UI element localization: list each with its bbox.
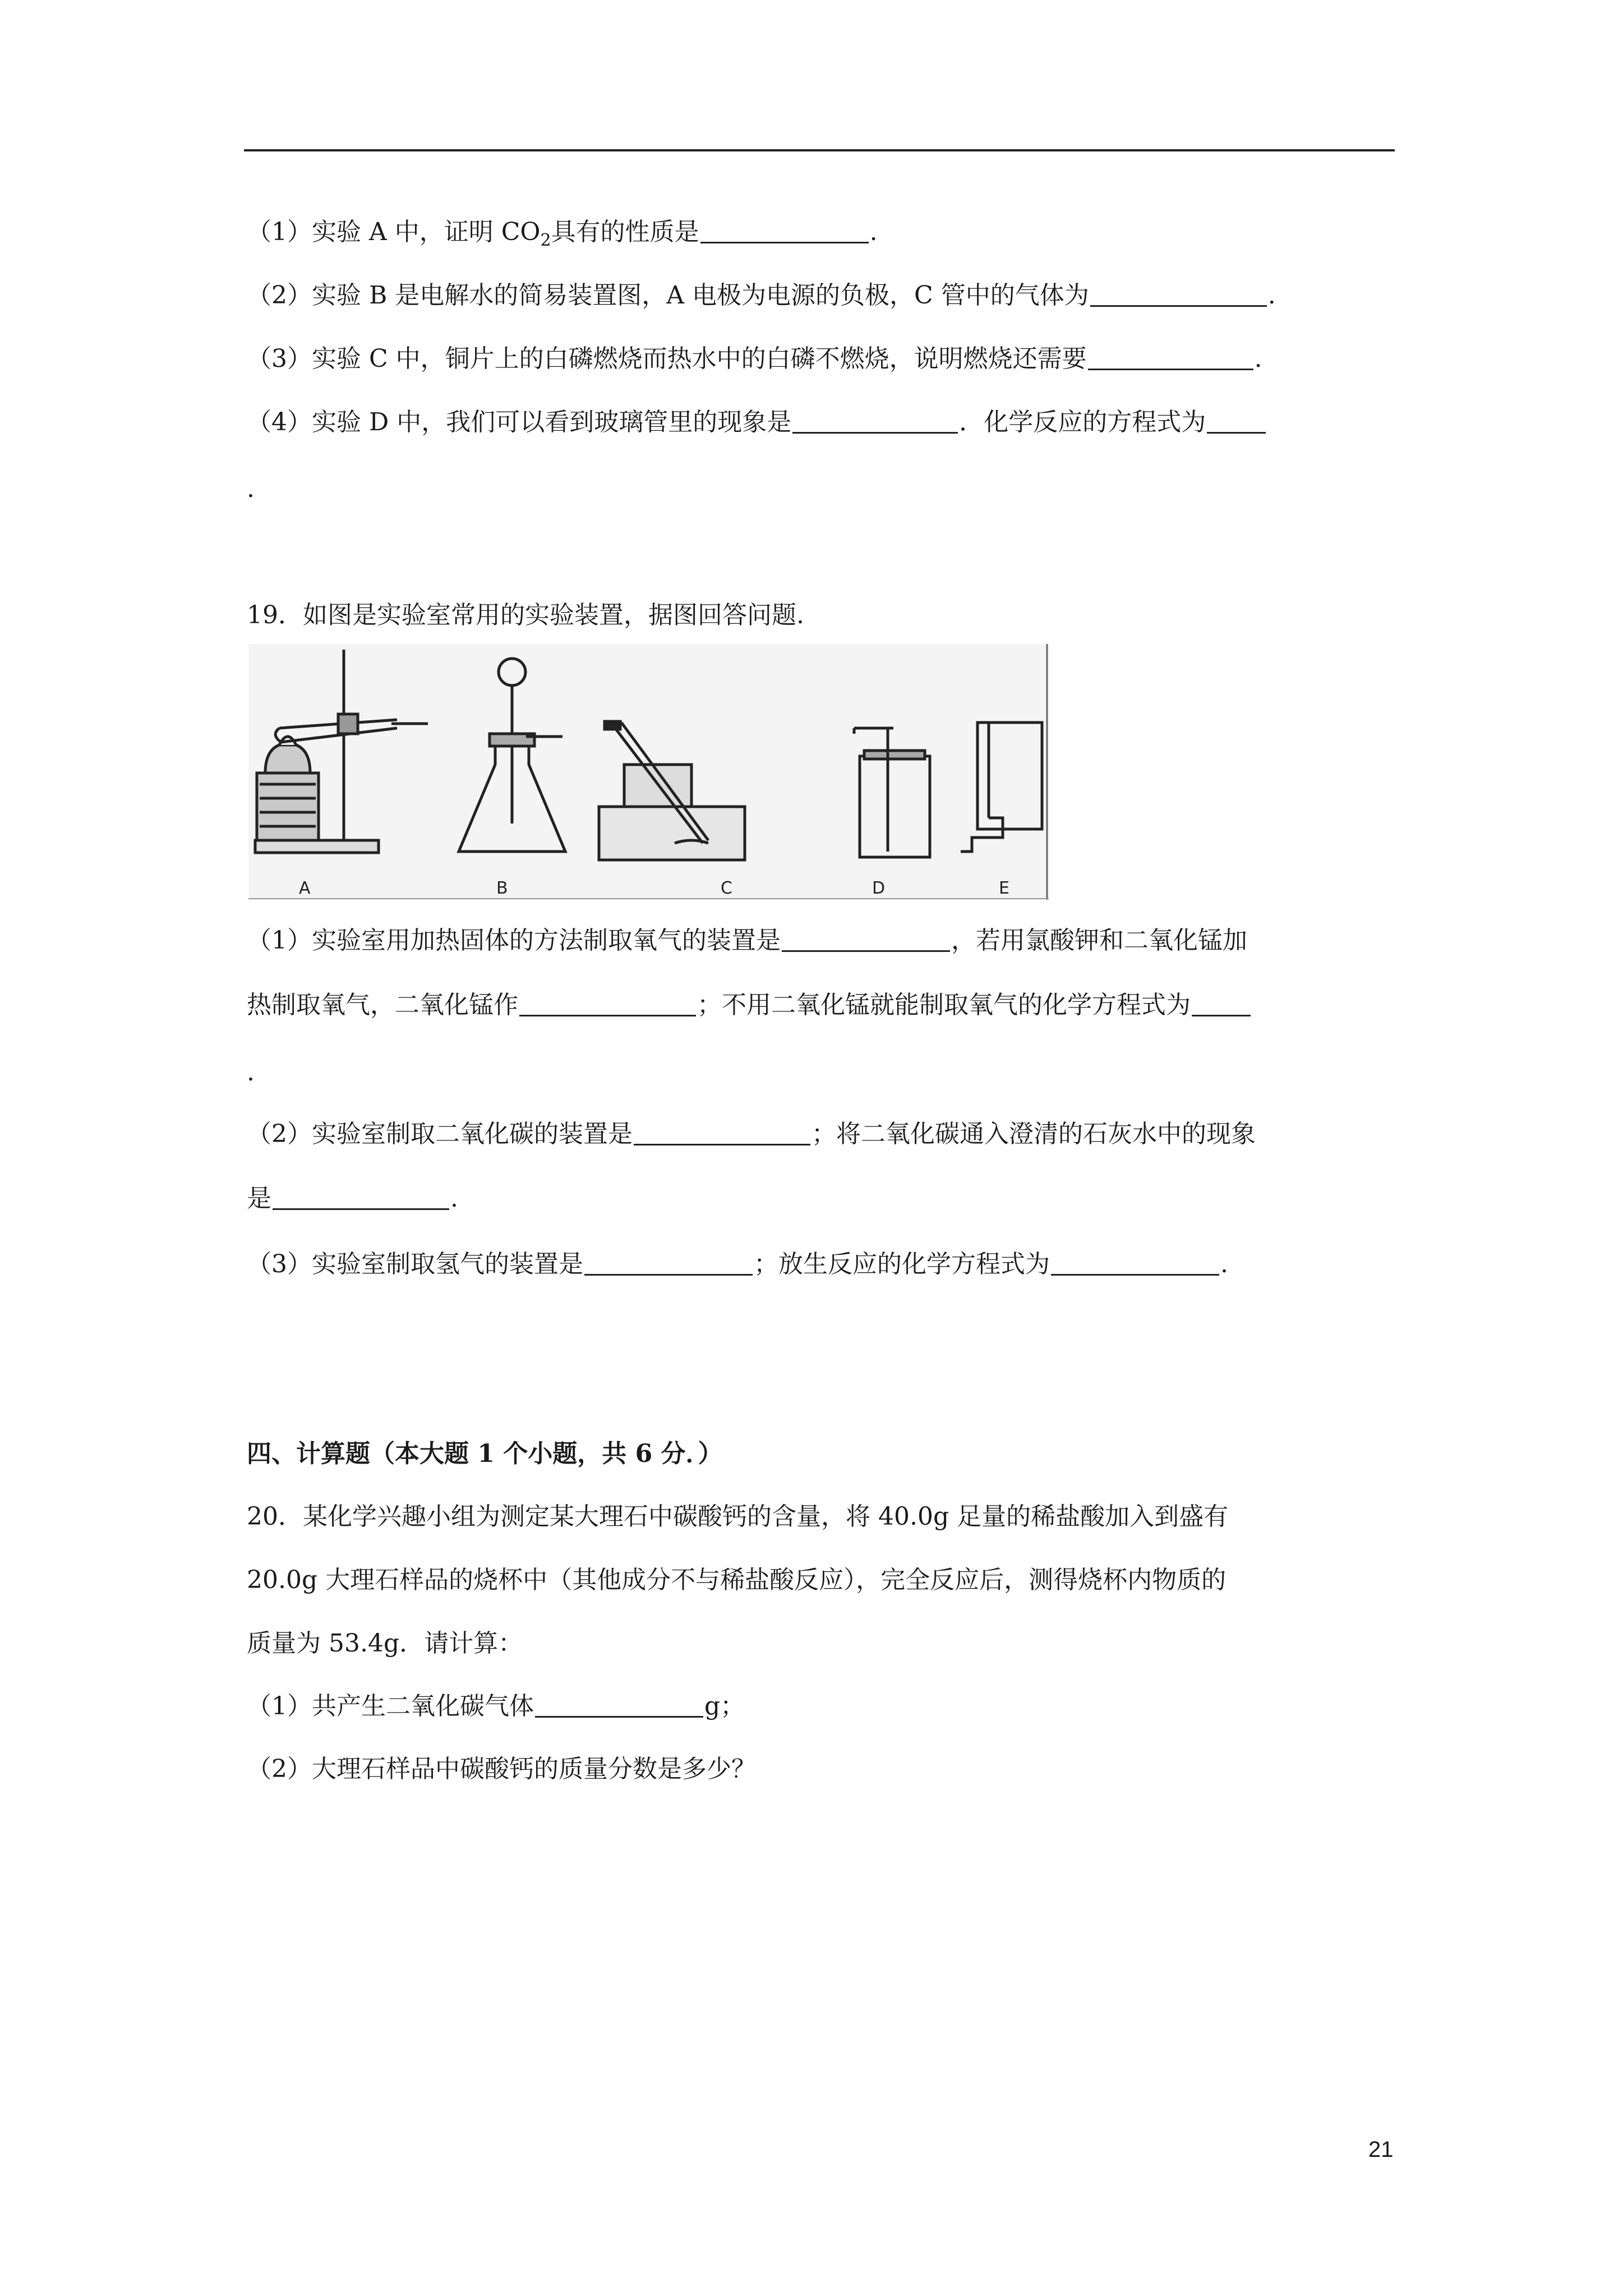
answer-blank[interactable] (700, 215, 869, 243)
apparatus-drawing (248, 644, 1049, 900)
figure-label-b: B (496, 878, 508, 898)
answer-blank[interactable] (1088, 342, 1253, 370)
q19-stem: 19．如图是实验室常用的实验装置，据图回答问题. (247, 601, 804, 629)
answer-blank[interactable] (584, 1247, 753, 1276)
answer-blank[interactable] (1090, 278, 1267, 307)
q19-part1: （1）实验室用加热固体的方法制取氧气的装置是 ，若用氯酸钾和二氧化锰加 (247, 923, 1413, 959)
q19-part1-end: . (247, 1058, 255, 1087)
q20-stem-line2: 20.0g 大理石样品的烧杯中（其他成分不与稀盐酸反应），完全反应后，测得烧杯内物质的 (247, 1566, 1227, 1594)
figure-label-e: E (999, 878, 1009, 898)
q18-part2: （2）实验 B 是电解水的简易装置图，A 电极为电源的负极，C 管中的气体为 . (247, 278, 1413, 314)
q20-stem-line3: 质量为 53.4g．请计算： (247, 1629, 523, 1658)
q19-part2: （2）实验室制取二氧化碳的装置是 ；将二氧化碳通入澄清的石灰水中的现象 (247, 1116, 1413, 1152)
answer-blank[interactable] (519, 988, 696, 1016)
q18-part3: （3）实验 C 中，铜片上的白磷燃烧而热水中的白磷不燃烧，说明燃烧还需要 . (247, 341, 1413, 377)
figure-label-d: D (872, 878, 886, 898)
q18-part1: （1）实验 A 中，证明 $CO_2$具有的性质是 . (247, 214, 1413, 259)
q19-part1-cont: 热制取氧气，二氧化锰作 ；不用二氧化锰就能制取氧气的化学方程式为 (247, 987, 1413, 1023)
answer-blank[interactable] (1192, 988, 1251, 1016)
answer-blank[interactable] (634, 1117, 810, 1145)
q20-part1: （1）共产生二氧化碳气体 g； (247, 1688, 1413, 1724)
figure-label-c: C (721, 878, 732, 898)
answer-blank[interactable] (1207, 405, 1266, 434)
section-heading: 四、计算题（本大题 1 个小题，共 6 分．） (247, 1439, 723, 1468)
figure-label-a: A (299, 878, 311, 898)
q18-part4-end: . (247, 475, 255, 503)
page-number: 21 (1368, 2137, 1394, 2162)
answer-blank[interactable] (782, 923, 950, 952)
answer-blank[interactable] (273, 1181, 449, 1210)
lab-apparatus-figure (248, 644, 1049, 900)
header-rule (244, 149, 1395, 151)
answer-blank[interactable] (535, 1689, 703, 1718)
q19-part3: （3）实验室制取氢气的装置是 ；放生反应的化学方程式为 . (247, 1246, 1413, 1282)
q19-part2-cont: 是 . (247, 1181, 1413, 1217)
q20-stem-line1: 20．某化学兴趣小组为测定某大理石中碳酸钙的含量，将 40.0g 足量的稀盐酸加入到盛有 (247, 1502, 1229, 1531)
q20-part2: （2）大理石样品中碳酸钙的质量分数是多少？ (247, 1755, 756, 1783)
answer-blank[interactable] (792, 405, 958, 434)
q18-part4: （4）实验 D 中，我们可以看到玻璃管里的现象是 ．化学反应的方程式为 (247, 404, 1413, 440)
answer-blank[interactable] (1051, 1247, 1219, 1276)
